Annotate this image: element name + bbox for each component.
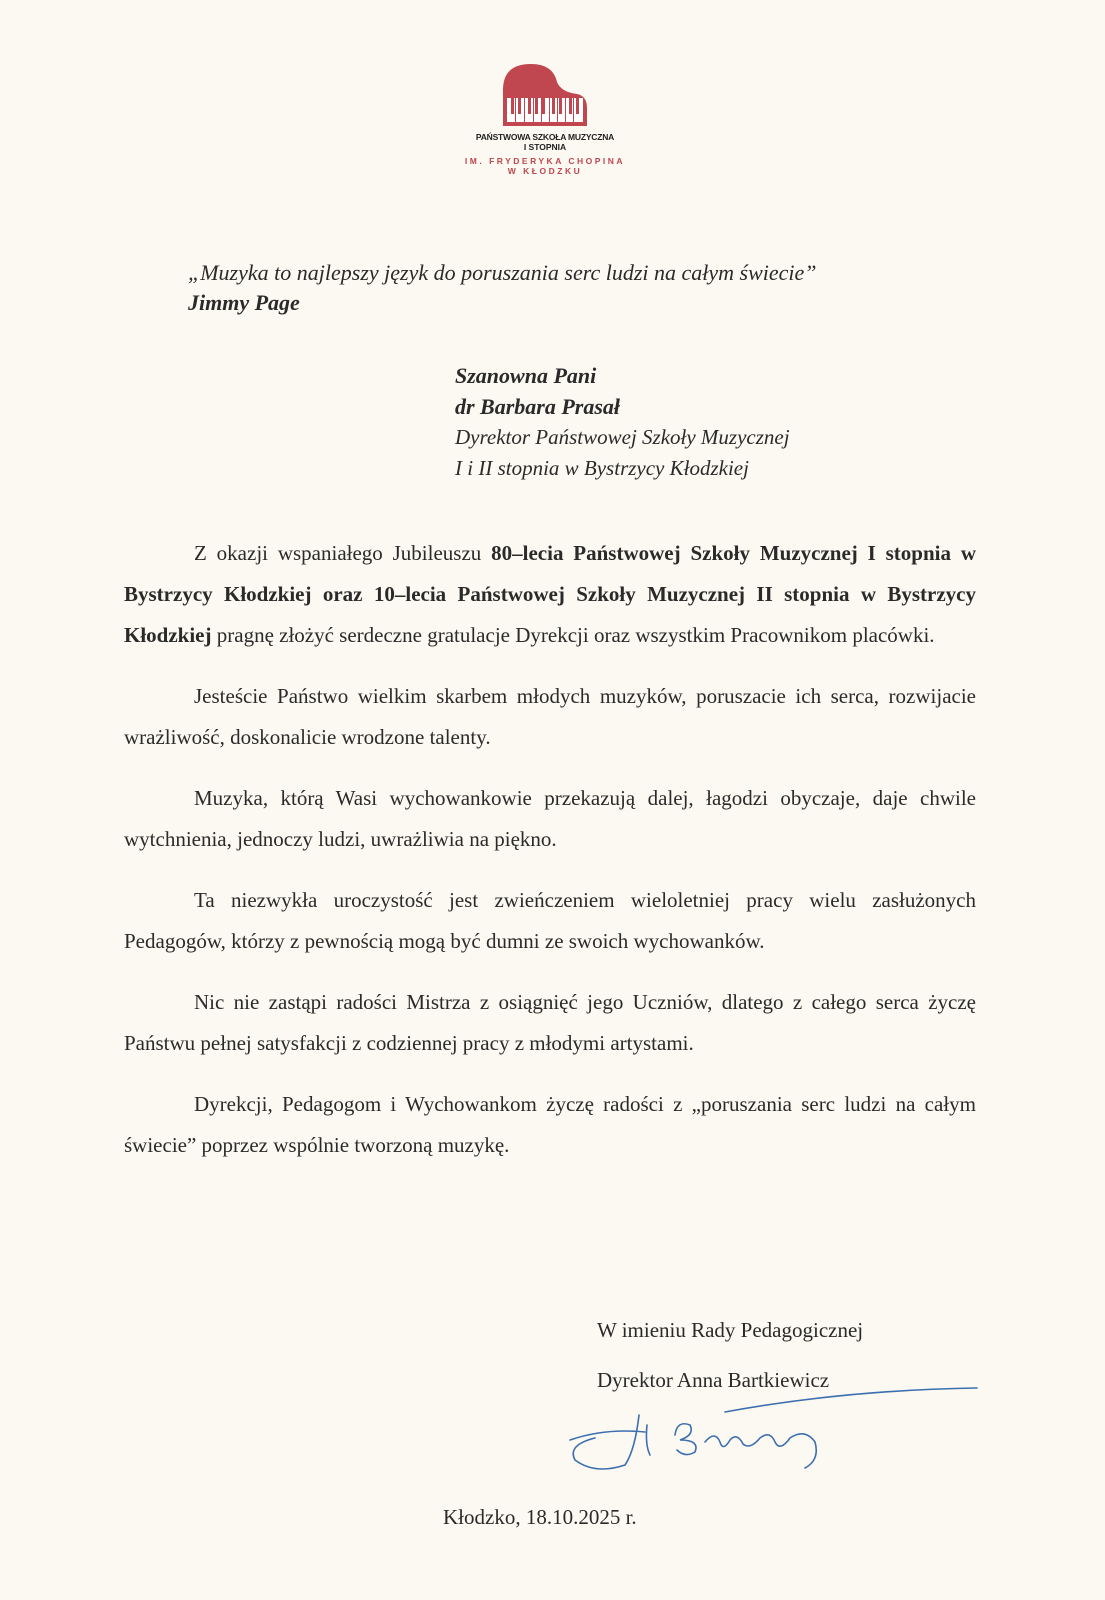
letter-body <box>124 533 976 1186</box>
logo-line-2: I STOPNIA <box>523 142 567 152</box>
place-and-date: Kłodzko, 18.10.2025 r. <box>443 1505 637 1529</box>
paragraph-4: Ta niezwykła uroczystość jest zwieńczeniem wieloletniej pracy wielu zasłużonych Pedagogów, którzy z pewnością mogą być dumni ze swoich wychowanków. <box>124 888 976 953</box>
addressee-title-2: I i II stopnia w Bystrzycy Kłodzkiej <box>455 456 749 480</box>
salutation: Szanowna Pani <box>455 363 597 388</box>
epigraph <box>188 258 817 318</box>
p1-bold: 80–lecia Państwowej Szkoły Muzycznej I stopnia w Bystrzycy Kłodzkiej oraz 10–lecia Państwowej Szkoły Muzycznej II stopnia w Bystrzycy Kłodzkiej <box>124 541 976 647</box>
paragraph-1 <box>124 533 976 656</box>
logo-line-4: W KŁODZKU <box>507 166 583 176</box>
p1-end: pragnę złożyć serdeczne gratulacje Dyrekcji oraz wszystkim Pracownikom placówki. <box>211 623 935 647</box>
logo-line-1: PAŃSTWOWA SZKOŁA MUZYCZNA <box>475 132 615 142</box>
paragraph-5: Nic nie zastąpi radości Mistrza z osiągnięć jego Uczniów, dlatego z całego serca życzę Państwu pełnej satysfakcji z codziennej pracy z młodymi artystami. <box>124 990 976 1055</box>
addressee-title-1: Dyrektor Państwowej Szkoły Muzycznej <box>455 425 790 449</box>
quote-text: „Muzyka to najlepszy język do poruszania serc ludzi na całym świecie” <box>188 260 817 285</box>
addressee-block <box>455 360 790 484</box>
closing-line-1: W imieniu Rady Pedagogicznej <box>597 1318 864 1342</box>
p1-start: Z okazji wspaniałego Jubileuszu <box>194 541 492 565</box>
paragraph-3: Muzyka, którą Wasi wychowankowie przekazują dalej, łagodzi obyczaje, daje chwile wytchnienia, jednoczy ludzi, uwrażliwia na piękno. <box>124 786 976 851</box>
paragraph-2: Jesteście Państwo wielkim skarbem młodych muzyków, poruszacie ich serca, rozwijacie wrażliwość, doskonalicie wrodzone talenty. <box>124 684 976 749</box>
quote-author: Jimmy Page <box>188 290 300 315</box>
logo-line-3: IM. FRYDERYKA CHOPINA <box>464 156 626 166</box>
piano-icon <box>501 60 589 126</box>
paragraph-6: Dyrekcji, Pedagogom i Wychowankom życzę radości z „poruszania serc ludzi na całym świecie” poprzez wspólnie tworzoną muzykę. <box>124 1092 976 1157</box>
handwritten-signature <box>565 1380 985 1480</box>
addressee-name: dr Barbara Prasał <box>455 394 621 419</box>
signatory: Dyrektor Anna Bartkiewicz <box>597 1368 830 1392</box>
school-logo <box>430 60 660 176</box>
